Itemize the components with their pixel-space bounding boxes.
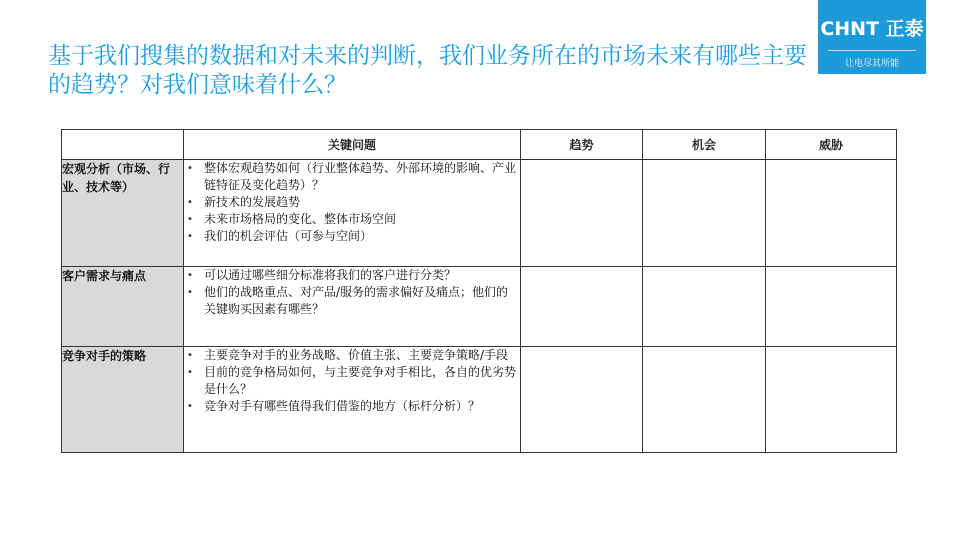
issue-list [184,347,520,415]
header-key-issues: 关键问题 [184,130,521,160]
issue-text: 目前的竞争格局如何，与主要竞争对手相比，各自的优劣势是什么？ [204,365,517,396]
row-label-macro: 宏观分析（市场、行业、技术等） [62,160,184,267]
bullet-icon: • [187,214,193,225]
bullet-icon: • [187,231,193,242]
table-row [62,267,897,347]
issue-list [184,267,520,318]
logo-divider [828,50,916,51]
issue-text: 整体宏观趋势如何（行业整体趋势、外部环境的影响、产业链特征及变化趋势）？ [204,161,517,192]
bullet-icon: • [187,367,193,378]
threat-cell [766,267,897,347]
issue-text: 主要竞争对手的业务战略、价值主张、主要竞争策略/手段 [204,348,509,362]
threat-cell [766,347,897,453]
bullet-icon: • [187,197,193,208]
issue-text: 他们的战略重点、对产品/服务的需求偏好及痛点；他们的关键购买因素有哪些？ [204,285,509,316]
bullet-icon: • [187,287,193,298]
issue-text: 竞争对手有哪些值得我们借鉴的地方（标杆分析）？ [204,399,481,413]
issue-text: 可以通过哪些细分标准将我们的客户进行分类？ [204,268,457,282]
opportunity-cell [643,267,766,347]
list-item [184,347,520,364]
trend-cell [521,267,643,347]
table-row [62,347,897,453]
issue-text: 我们的机会评估（可参与空间） [204,229,373,243]
chnt-logo [818,0,926,74]
list-item [184,194,520,211]
header-opportunity: 机会 [643,130,766,160]
page-title: 基于我们搜集的数据和对未来的判断，我们业务所在的市场未来有哪些主要的趋势？对我们意味着什么？ [48,43,807,98]
table-row [62,160,897,267]
list-item [184,211,520,228]
opportunity-cell [643,160,766,267]
list-item [184,364,520,398]
key-issues-cell [184,267,521,347]
threat-cell [766,160,897,267]
opportunity-cell [643,347,766,453]
issue-text: 新技术的发展趋势 [204,195,301,209]
header-corner [62,130,184,160]
trend-cell [521,347,643,453]
list-item [184,398,520,415]
header-threat: 威胁 [766,130,897,160]
table-header-row [62,130,897,160]
key-issues-cell [184,347,521,453]
list-item [184,267,520,284]
row-label-competitor: 竞争对手的策略 [62,347,184,453]
bullet-icon: • [187,401,193,412]
logo-slogan: 让电尽其所能 [844,59,899,69]
issue-text: 未来市场格局的变化、整体市场空间 [204,212,397,226]
row-label-customer: 客户需求与痛点 [62,267,184,347]
analysis-table [61,129,897,453]
trend-cell [521,160,643,267]
bullet-icon: • [187,270,193,281]
header-trend: 趋势 [521,130,643,160]
key-issues-cell [184,160,521,267]
list-item [184,284,520,318]
list-item [184,228,520,245]
bullet-icon: • [187,350,193,361]
list-item [184,160,520,194]
logo-brand: CHNT 正泰 [820,18,924,40]
issue-list [184,160,520,245]
bullet-icon: • [187,163,193,174]
